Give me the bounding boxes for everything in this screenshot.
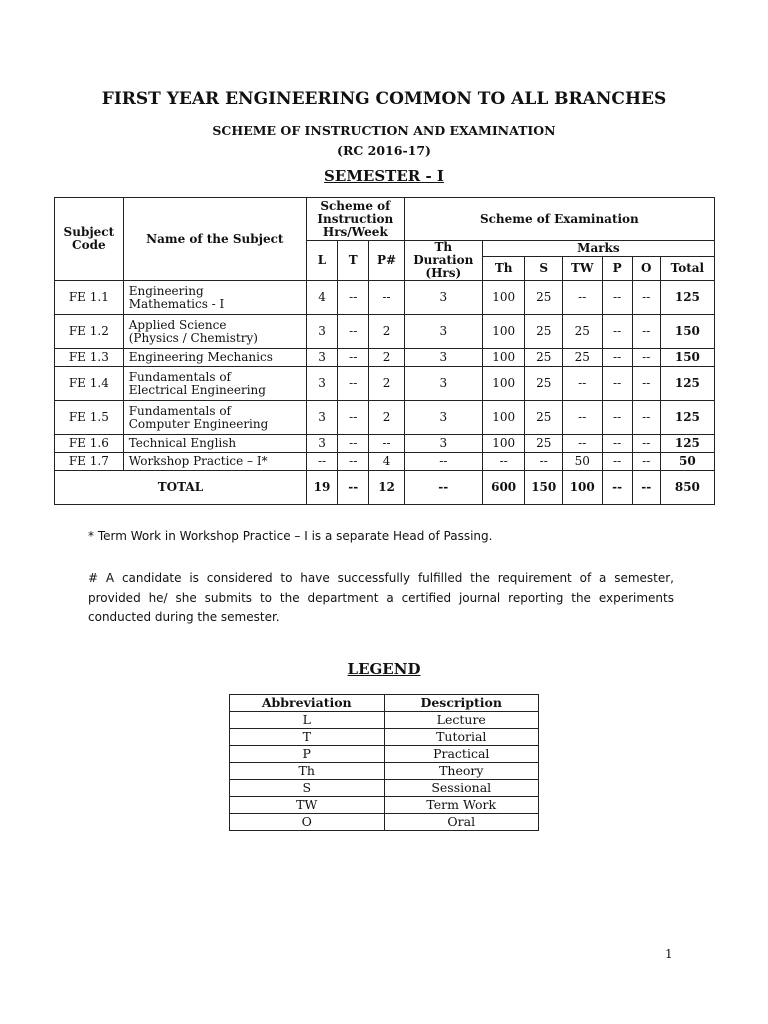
table-row (55, 453, 715, 471)
total-p-cell: -- (602, 471, 632, 505)
theory-marks-cell: 100 (482, 401, 525, 435)
theory-marks-cell: -- (482, 453, 525, 471)
th-duration-cell: 3 (404, 367, 482, 401)
legend-description: Term Work (384, 797, 539, 814)
theory-marks-cell: 100 (482, 367, 525, 401)
total-marks-cell: 125 (660, 435, 714, 453)
oral-marks-cell: -- (632, 315, 660, 349)
legend-abbreviation: S (230, 780, 385, 797)
legend-abbreviation: O (230, 814, 385, 831)
legend-description: Theory (384, 763, 539, 780)
subject-name-cell (123, 349, 306, 367)
subject-code-cell: FE 1.3 (55, 349, 124, 367)
practical-hours-cell: 4 (369, 453, 404, 471)
total-total-cell: 850 (660, 471, 714, 505)
practical-hours-cell: 2 (369, 315, 404, 349)
theory-marks-cell: 100 (482, 349, 525, 367)
practical-marks-cell: -- (602, 349, 632, 367)
legend-description: Oral (384, 814, 539, 831)
th-duration-cell: 3 (404, 401, 482, 435)
header-examination: Scheme of Examination (404, 198, 714, 241)
total-tw-cell: 100 (562, 471, 602, 505)
total-row (55, 471, 715, 505)
practical-hours-cell: -- (369, 435, 404, 453)
subject-code-cell: FE 1.1 (55, 281, 124, 315)
termwork-marks-cell: 25 (562, 315, 602, 349)
header-total: Total (660, 256, 714, 280)
header-subject-name: Name of the Subject (123, 198, 306, 281)
total-marks-cell: 125 (660, 281, 714, 315)
legend-row (230, 780, 539, 797)
subject-name-line: Mathematics - I (128, 296, 225, 311)
table-row (55, 435, 715, 453)
subject-name-cell (123, 315, 306, 349)
oral-marks-cell: -- (632, 453, 660, 471)
legend-heading: LEGEND (347, 660, 421, 678)
subject-name-line: Technical English (128, 436, 237, 450)
page-number: 1 (665, 947, 673, 961)
practical-marks-cell: -- (602, 401, 632, 435)
termwork-marks-cell: 50 (562, 453, 602, 471)
header-s: S (525, 256, 562, 280)
header-L: L (306, 241, 337, 281)
tutorial-hours-cell: -- (338, 435, 369, 453)
header-tw: TW (562, 256, 602, 280)
legend-abbreviation: T (230, 729, 385, 746)
total-L-cell: 19 (306, 471, 337, 505)
subject-name-cell (123, 367, 306, 401)
lecture-hours-cell: 4 (306, 281, 337, 315)
total-marks-cell: 125 (660, 401, 714, 435)
legend-abbreviation: L (230, 712, 385, 729)
th-duration-cell: 3 (404, 435, 482, 453)
practical-marks-cell: -- (602, 367, 632, 401)
legend-row (230, 814, 539, 831)
header-th: Th (482, 256, 525, 280)
subject-name-line: Workshop Practice – I* (128, 454, 268, 468)
table-row (55, 315, 715, 349)
tutorial-hours-cell: -- (338, 367, 369, 401)
practical-hours-cell: -- (369, 281, 404, 315)
theory-marks-cell: 100 (482, 315, 525, 349)
lecture-hours-cell: 3 (306, 401, 337, 435)
practical-hours-cell: 2 (369, 401, 404, 435)
legend-abbreviation: Th (230, 763, 385, 780)
table-row (55, 349, 715, 367)
subject-code-cell: FE 1.5 (55, 401, 124, 435)
sessional-marks-cell: 25 (525, 367, 562, 401)
legend-description: Practical (384, 746, 539, 763)
header-P: P# (369, 241, 404, 281)
subject-name-line: Applied Science (128, 317, 227, 332)
lecture-hours-cell: 3 (306, 367, 337, 401)
legend-row (230, 797, 539, 814)
regulation-code: (RC 2016-17) (337, 143, 431, 158)
oral-marks-cell: -- (632, 281, 660, 315)
subject-name-line: Engineering Mechanics (128, 350, 273, 364)
page-title: FIRST YEAR ENGINEERING COMMON TO ALL BRANCHES (101, 89, 667, 109)
practical-marks-cell: -- (602, 453, 632, 471)
total-label: TOTAL (55, 471, 307, 505)
note-term-work: * Term Work in Workshop Practice – I is a separate Head of Passing. (88, 529, 493, 543)
legend-header-abbreviation: Abbreviation (230, 695, 385, 712)
subject-code-cell: FE 1.6 (55, 435, 124, 453)
header-o: O (632, 256, 660, 280)
practical-hours-cell: 2 (369, 367, 404, 401)
subject-name-line: Fundamentals of (128, 403, 231, 418)
tutorial-hours-cell: -- (338, 401, 369, 435)
header-marks: Marks (482, 241, 714, 257)
lecture-hours-cell: 3 (306, 315, 337, 349)
termwork-marks-cell: -- (562, 281, 602, 315)
sessional-marks-cell: 25 (525, 281, 562, 315)
practical-marks-cell: -- (602, 315, 632, 349)
subject-name-line: Computer Engineering (128, 416, 269, 431)
subject-name-line: Fundamentals of (128, 369, 231, 384)
practical-marks-cell: -- (602, 435, 632, 453)
subject-name-cell (123, 435, 306, 453)
total-dur-cell: -- (404, 471, 482, 505)
legend-row (230, 712, 539, 729)
termwork-marks-cell: -- (562, 367, 602, 401)
subject-name-line: Electrical Engineering (128, 382, 266, 397)
legend-description: Sessional (384, 780, 539, 797)
total-o-cell: -- (632, 471, 660, 505)
subject-code-cell: FE 1.7 (55, 453, 124, 471)
theory-marks-cell: 100 (482, 281, 525, 315)
oral-marks-cell: -- (632, 349, 660, 367)
legend-abbreviation: P (230, 746, 385, 763)
total-marks-cell: 150 (660, 315, 714, 349)
th-duration-cell: 3 (404, 315, 482, 349)
sessional-marks-cell: 25 (525, 315, 562, 349)
total-P-cell: 12 (369, 471, 404, 505)
tutorial-hours-cell: -- (338, 349, 369, 367)
scheme-table (54, 197, 715, 505)
subject-code-cell: FE 1.4 (55, 367, 124, 401)
total-T-cell: -- (338, 471, 369, 505)
sessional-marks-cell: 25 (525, 435, 562, 453)
th-duration-cell: 3 (404, 349, 482, 367)
legend-abbreviation: TW (230, 797, 385, 814)
th-duration-cell: 3 (404, 281, 482, 315)
total-marks-cell: 125 (660, 367, 714, 401)
subject-name-line: Engineering (128, 283, 204, 298)
sessional-marks-cell: -- (525, 453, 562, 471)
subject-code-cell: FE 1.2 (55, 315, 124, 349)
sessional-marks-cell: 25 (525, 349, 562, 367)
total-marks-cell: 50 (660, 453, 714, 471)
termwork-marks-cell: 25 (562, 349, 602, 367)
table-row (55, 401, 715, 435)
oral-marks-cell: -- (632, 401, 660, 435)
th-duration-cell: -- (404, 453, 482, 471)
subject-name-cell (123, 453, 306, 471)
header-instruction: Scheme of Instruction Hrs/Week (306, 198, 404, 241)
oral-marks-cell: -- (632, 367, 660, 401)
legend-row (230, 746, 539, 763)
legend-description: Lecture (384, 712, 539, 729)
practical-hours-cell: 2 (369, 349, 404, 367)
subject-name-cell (123, 281, 306, 315)
total-s-cell: 150 (525, 471, 562, 505)
legend-header-description: Description (384, 695, 539, 712)
total-th-cell: 600 (482, 471, 525, 505)
lecture-hours-cell: 3 (306, 435, 337, 453)
tutorial-hours-cell: -- (338, 453, 369, 471)
header-subject-code: Subject Code (55, 198, 124, 281)
header-T: T (338, 241, 369, 281)
oral-marks-cell: -- (632, 435, 660, 453)
legend-description: Tutorial (384, 729, 539, 746)
tutorial-hours-cell: -- (338, 281, 369, 315)
theory-marks-cell: 100 (482, 435, 525, 453)
practical-marks-cell: -- (602, 281, 632, 315)
table-row (55, 367, 715, 401)
total-marks-cell: 150 (660, 349, 714, 367)
header-th-duration: Th Duration (Hrs) (404, 241, 482, 281)
note-candidate: # A candidate is considered to have successfully fulfilled the requirement of a semester, provided he/ she submits to the department a certified journal reporting the experiments conducted during the semester. (88, 571, 674, 624)
termwork-marks-cell: -- (562, 435, 602, 453)
page-subtitle: SCHEME OF INSTRUCTION AND EXAMINATION (212, 123, 556, 138)
lecture-hours-cell: -- (306, 453, 337, 471)
subject-name-line: (Physics / Chemistry) (128, 330, 258, 345)
semester-heading: SEMESTER - I (324, 167, 444, 185)
legend-row (230, 729, 539, 746)
lecture-hours-cell: 3 (306, 349, 337, 367)
legend-row (230, 763, 539, 780)
header-p-marks: P (602, 256, 632, 280)
sessional-marks-cell: 25 (525, 401, 562, 435)
tutorial-hours-cell: -- (338, 315, 369, 349)
table-row (55, 281, 715, 315)
legend-table (229, 694, 539, 831)
subject-name-cell (123, 401, 306, 435)
termwork-marks-cell: -- (562, 401, 602, 435)
